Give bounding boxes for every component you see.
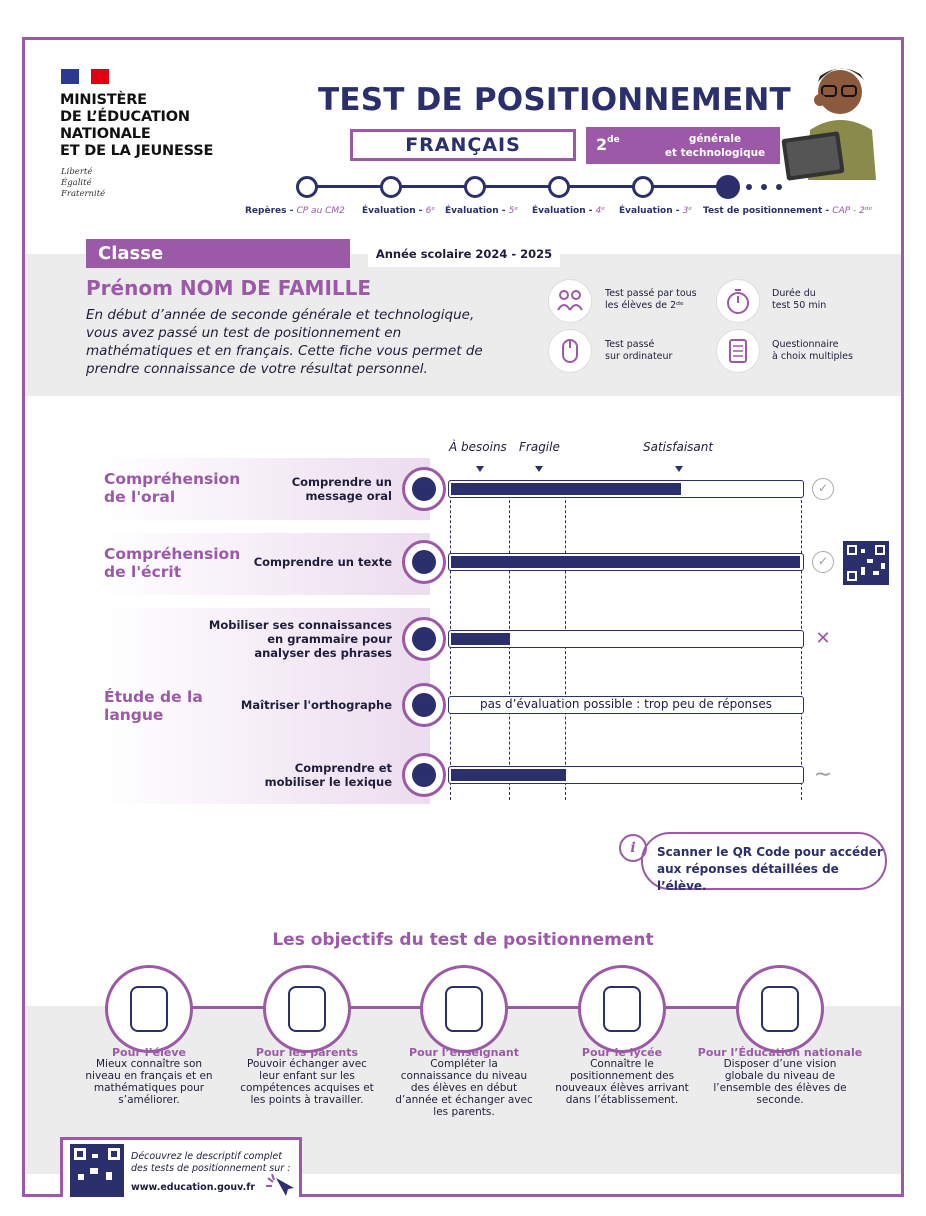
timeline-node	[548, 176, 570, 198]
objective-text: Connaître le positionnement des nouveaux élèves arrivant dans l’établissement.	[555, 1058, 689, 1106]
scale-level-1: À besoins	[449, 440, 507, 454]
info-text-mcq: Questionnaire à choix multiples	[772, 339, 853, 362]
objective-heading: Pour les parents	[255, 1046, 359, 1059]
timeline-label: Évaluation - 4ᵉ	[532, 206, 606, 216]
skill-label: Mobiliser ses connaissances en grammaire pour analyser des phrases	[208, 618, 392, 660]
timeline-node	[464, 176, 486, 198]
student-at-computer-illustration	[780, 60, 880, 195]
info-text-computer: Test passé sur ordinateur	[605, 339, 673, 362]
parents-icon	[263, 965, 351, 1053]
class-label: Classe	[86, 239, 350, 268]
timeline-label: Repères - CP au CM2	[245, 206, 345, 216]
cursor-click-icon	[262, 1172, 298, 1198]
objective-text: Pouvoir échanger avec leur enfant sur les compétences acquises et les points à travailler.	[240, 1058, 374, 1106]
subject-label: FRANÇAIS	[350, 129, 576, 161]
objectives-title: Les objectifs du test de positionnement	[272, 930, 654, 950]
skill-score-bar	[448, 480, 804, 498]
no-evaluation-message: pas d’évaluation possible : trop peu de réponses	[479, 697, 773, 711]
timeline-node	[296, 176, 318, 198]
skill-score-bar	[448, 696, 804, 714]
info-icon: i	[619, 834, 647, 862]
school-building-icon	[578, 965, 666, 1053]
timeline-label: Évaluation - 3ᵉ	[619, 206, 693, 216]
timeline-dot	[746, 184, 752, 190]
skill-score-bar	[448, 766, 804, 784]
timeline-label: Évaluation - 6ᵉ	[362, 206, 436, 216]
skill-score-fill	[451, 769, 566, 781]
check-icon: ✓	[812, 478, 834, 500]
school-year: Année scolaire 2024 - 2025	[368, 241, 560, 267]
domain-langue: Étude de la langue	[104, 688, 203, 724]
republic-motto: Liberté Égalité Fraternité	[61, 167, 106, 199]
checklist-icon	[716, 329, 760, 373]
ministry-name: MINISTÈRE DE L’ÉDUCATION NATIONALE ET DE LA JEUNESSE	[60, 92, 214, 159]
timeline-track	[305, 185, 730, 188]
student-icon	[105, 965, 193, 1053]
student-name: Prénom NOM DE FAMILLE	[86, 276, 372, 300]
lexicon-icon	[402, 753, 446, 797]
skill-score-fill	[451, 633, 510, 645]
qr-code[interactable]	[843, 541, 889, 585]
skill-label: Comprendre et mobiliser le lexique	[264, 761, 392, 789]
domain-oral: Compréhension de l'oral	[104, 470, 241, 506]
objective-text: Disposer d’une vision globale du niveau de l’ensemble des élèves de seconde.	[713, 1058, 847, 1106]
grammar-icon	[402, 617, 446, 661]
timeline-label: Évaluation - 5ᵉ	[445, 206, 519, 216]
skill-score-fill	[451, 556, 800, 568]
qr-code-footer[interactable]	[70, 1144, 124, 1197]
objective-text: Compléter la connaissance du niveau des élèves en début d’année et échanger avec les parents.	[395, 1058, 533, 1118]
cross-icon: ✕	[815, 628, 831, 649]
footer-text: Découvrez le descriptif complet des tests de positionnement sur :	[131, 1151, 291, 1174]
computer-mouse-icon	[548, 329, 592, 373]
teacher-icon	[420, 965, 508, 1053]
objective-heading: Pour l’élève	[112, 1046, 186, 1059]
ear-head-icon	[402, 467, 446, 511]
objective-heading: Pour l’enseignant	[409, 1046, 519, 1059]
objective-text: Mieux connaître son niveau en français et en mathématiques pour s’améliorer.	[85, 1058, 213, 1106]
stopwatch-icon	[716, 279, 760, 323]
tilde-icon: ∼	[813, 762, 833, 787]
info-text-duration: Durée du test 50 min	[772, 288, 827, 311]
scale-marker-2	[535, 466, 543, 472]
skill-score-fill	[451, 483, 681, 495]
republic-flag-icon	[61, 69, 109, 84]
scale-marker-1	[476, 466, 484, 472]
objective-heading: Pour le lycée	[581, 1046, 663, 1059]
level-badge: 2de générale et technologique	[586, 127, 780, 164]
intro-text: En début d’année de seconde générale et technologique, vous avez passé un test de positionnement en mathématiques et en français. Cette fiche vous permet de prendre connaissance de votre résultat personnel.	[86, 307, 483, 377]
timeline-node	[632, 176, 654, 198]
page-title: TEST DE POSITIONNEMENT	[318, 82, 791, 118]
info-text-all-students: Test passé par tous les élèves de 2ᵈᵉ	[605, 288, 697, 311]
domain-ecrit: Compréhension de l'écrit	[104, 545, 241, 581]
check-icon: ✓	[812, 551, 834, 573]
timeline-node	[380, 176, 402, 198]
timeline-label: Test de positionnement - CAP - 2ᵈᵉ	[703, 206, 873, 216]
skill-score-bar	[448, 553, 804, 571]
skill-score-bar	[448, 630, 804, 648]
timeline-dot	[761, 184, 767, 190]
skill-label: Maîtriser l'orthographe	[240, 698, 392, 712]
objective-heading: Pour l’Éducation nationale	[697, 1046, 863, 1059]
footer-url-link[interactable]: www.education.gouv.fr	[131, 1182, 256, 1193]
scale-level-3: Satisfaisant	[643, 440, 714, 454]
skill-label: Comprendre un message oral	[291, 475, 392, 503]
skill-label: Comprendre un texte	[253, 555, 392, 569]
timeline-node	[716, 175, 740, 199]
qr-instruction: Scanner le QR Code pour accéder aux réponses détaillées de l’élève.	[641, 832, 887, 890]
spelling-icon	[402, 683, 446, 727]
reading-head-icon	[402, 540, 446, 584]
scale-marker-3	[675, 466, 683, 472]
scale-level-2: Fragile	[519, 440, 560, 454]
students-icon	[548, 279, 592, 323]
institution-icon	[736, 965, 824, 1053]
timeline-dot	[776, 184, 782, 190]
